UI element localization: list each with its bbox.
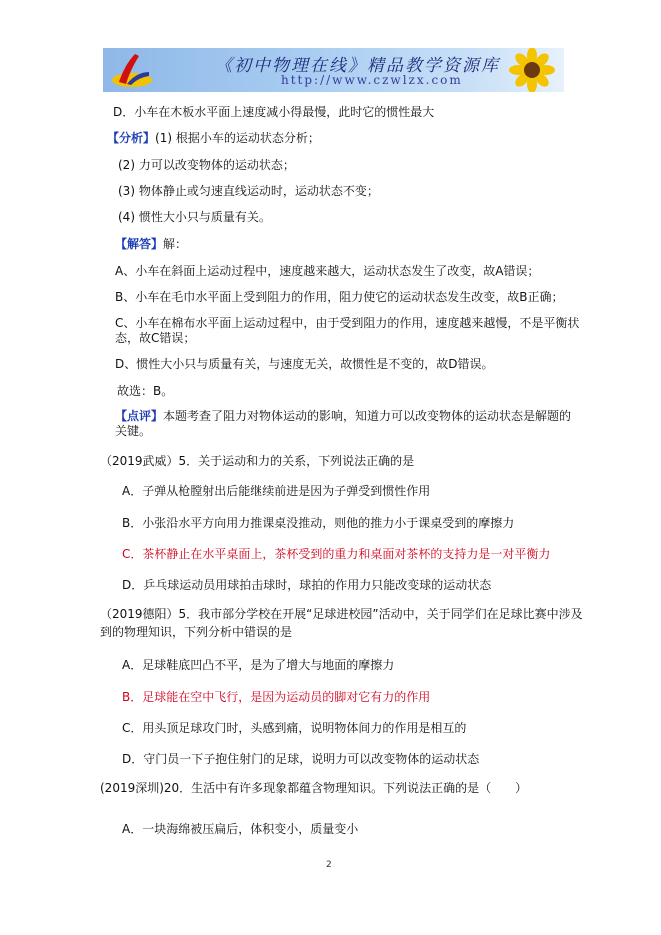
wuwei-option-b: B．小张沿水平方向用力推课桌没推动，则他的推力小于课桌受到的摩擦力 [122, 516, 515, 530]
analysis-point-4: (4) 惯性大小只与质量有关。 [118, 210, 271, 224]
question-wuwei: （2019武威）5．关于运动和力的关系，下列说法正确的是 [100, 454, 415, 468]
comment-line: 【点评】本题考查了阻力对物体运动的影响，知道力可以改变物体的运动状态是解题的 [115, 409, 572, 423]
analysis-point-2: (2) 力可以改变物体的运动状态； [118, 158, 295, 172]
banner-url[interactable]: http://www.czwlzx.com [281, 73, 463, 87]
comment-tag: 【点评】 [115, 409, 164, 423]
deyang-option-b-correct: B．足球能在空中飞行，是因为运动员的脚对它有力的作用 [122, 690, 431, 704]
deyang-option-c: C．用头顶足球攻门时，头感到痛，说明物体间力的作用是相互的 [122, 721, 467, 735]
comment-cont: 关键。 [115, 424, 152, 438]
answer-c-cont: 态，故C错误； [115, 331, 196, 345]
page-number: 2 [326, 860, 332, 870]
site-logo-icon [109, 50, 155, 90]
answer-a: A、小车在斜面上运动过程中，速度越来越大，运动状态发生了改变，故A错误； [115, 264, 540, 278]
answer-b: B、小车在毛巾水平面上受到阻力的作用，阻力使它的运动状态发生改变，故B正确； [115, 290, 564, 304]
question-shenzhen: (2019深圳)20．生活中有许多现象都蕴含物理知识。下列说法正确的是（ ） [100, 781, 528, 795]
wuwei-option-d: D．乒乓球运动员用球拍击球时，球拍的作用力只能改变球的运动状态 [122, 578, 492, 592]
wuwei-option-c-correct: C．茶杯静止在水平桌面上，茶杯受到的重力和桌面对茶杯的支持力是一对平衡力 [122, 547, 551, 561]
sunflower-icon [502, 48, 560, 92]
wuwei-option-a: A．子弹从枪膛射出后能继续前进是因为子弹受到惯性作用 [122, 484, 431, 498]
option-d-line: D．小车在木板水平面上速度减小得最慢，此时它的惯性最大 [113, 105, 435, 119]
answer-line: 【解答】解： [115, 237, 188, 251]
header-banner [103, 48, 564, 92]
question-deyang: （2019德阳）5．我市部分学校在开展“足球进校园”活动中，关于同学们在足球比赛中涉及 [100, 607, 583, 621]
final-choice: 故选：B。 [117, 384, 174, 398]
answer-c: C、小车在棉布水平面上运动过程中，由于受到阻力的作用，速度越来越慢，不是平衡状 [115, 316, 580, 330]
answer-d: D、惯性大小只与质量有关，与速度无关，故惯性是不变的，故D错误。 [115, 357, 494, 371]
analysis-line: 【分析】(1) 根据小车的运动状态分析； [107, 131, 320, 145]
analysis-point-3: (3) 物体静止或匀速直线运动时，运动状态不变； [118, 184, 379, 198]
question-deyang-cont: 到的物理知识，下列分析中错误的是 [100, 625, 293, 639]
deyang-option-a: A．足球鞋底凹凸不平，是为了增大与地面的摩擦力 [122, 658, 395, 672]
banner-title: 《初中物理在线》精品教学资源库 [215, 56, 500, 76]
analysis-tag: 【分析】 [107, 131, 156, 145]
answer-tag: 【解答】 [115, 237, 164, 251]
shenzhen-option-a: A．一块海绵被压扁后，体积变小，质量变小 [122, 822, 359, 836]
deyang-option-d: D．守门员一下子抱住射门的足球，说明力可以改变物体的运动状态 [122, 752, 480, 766]
